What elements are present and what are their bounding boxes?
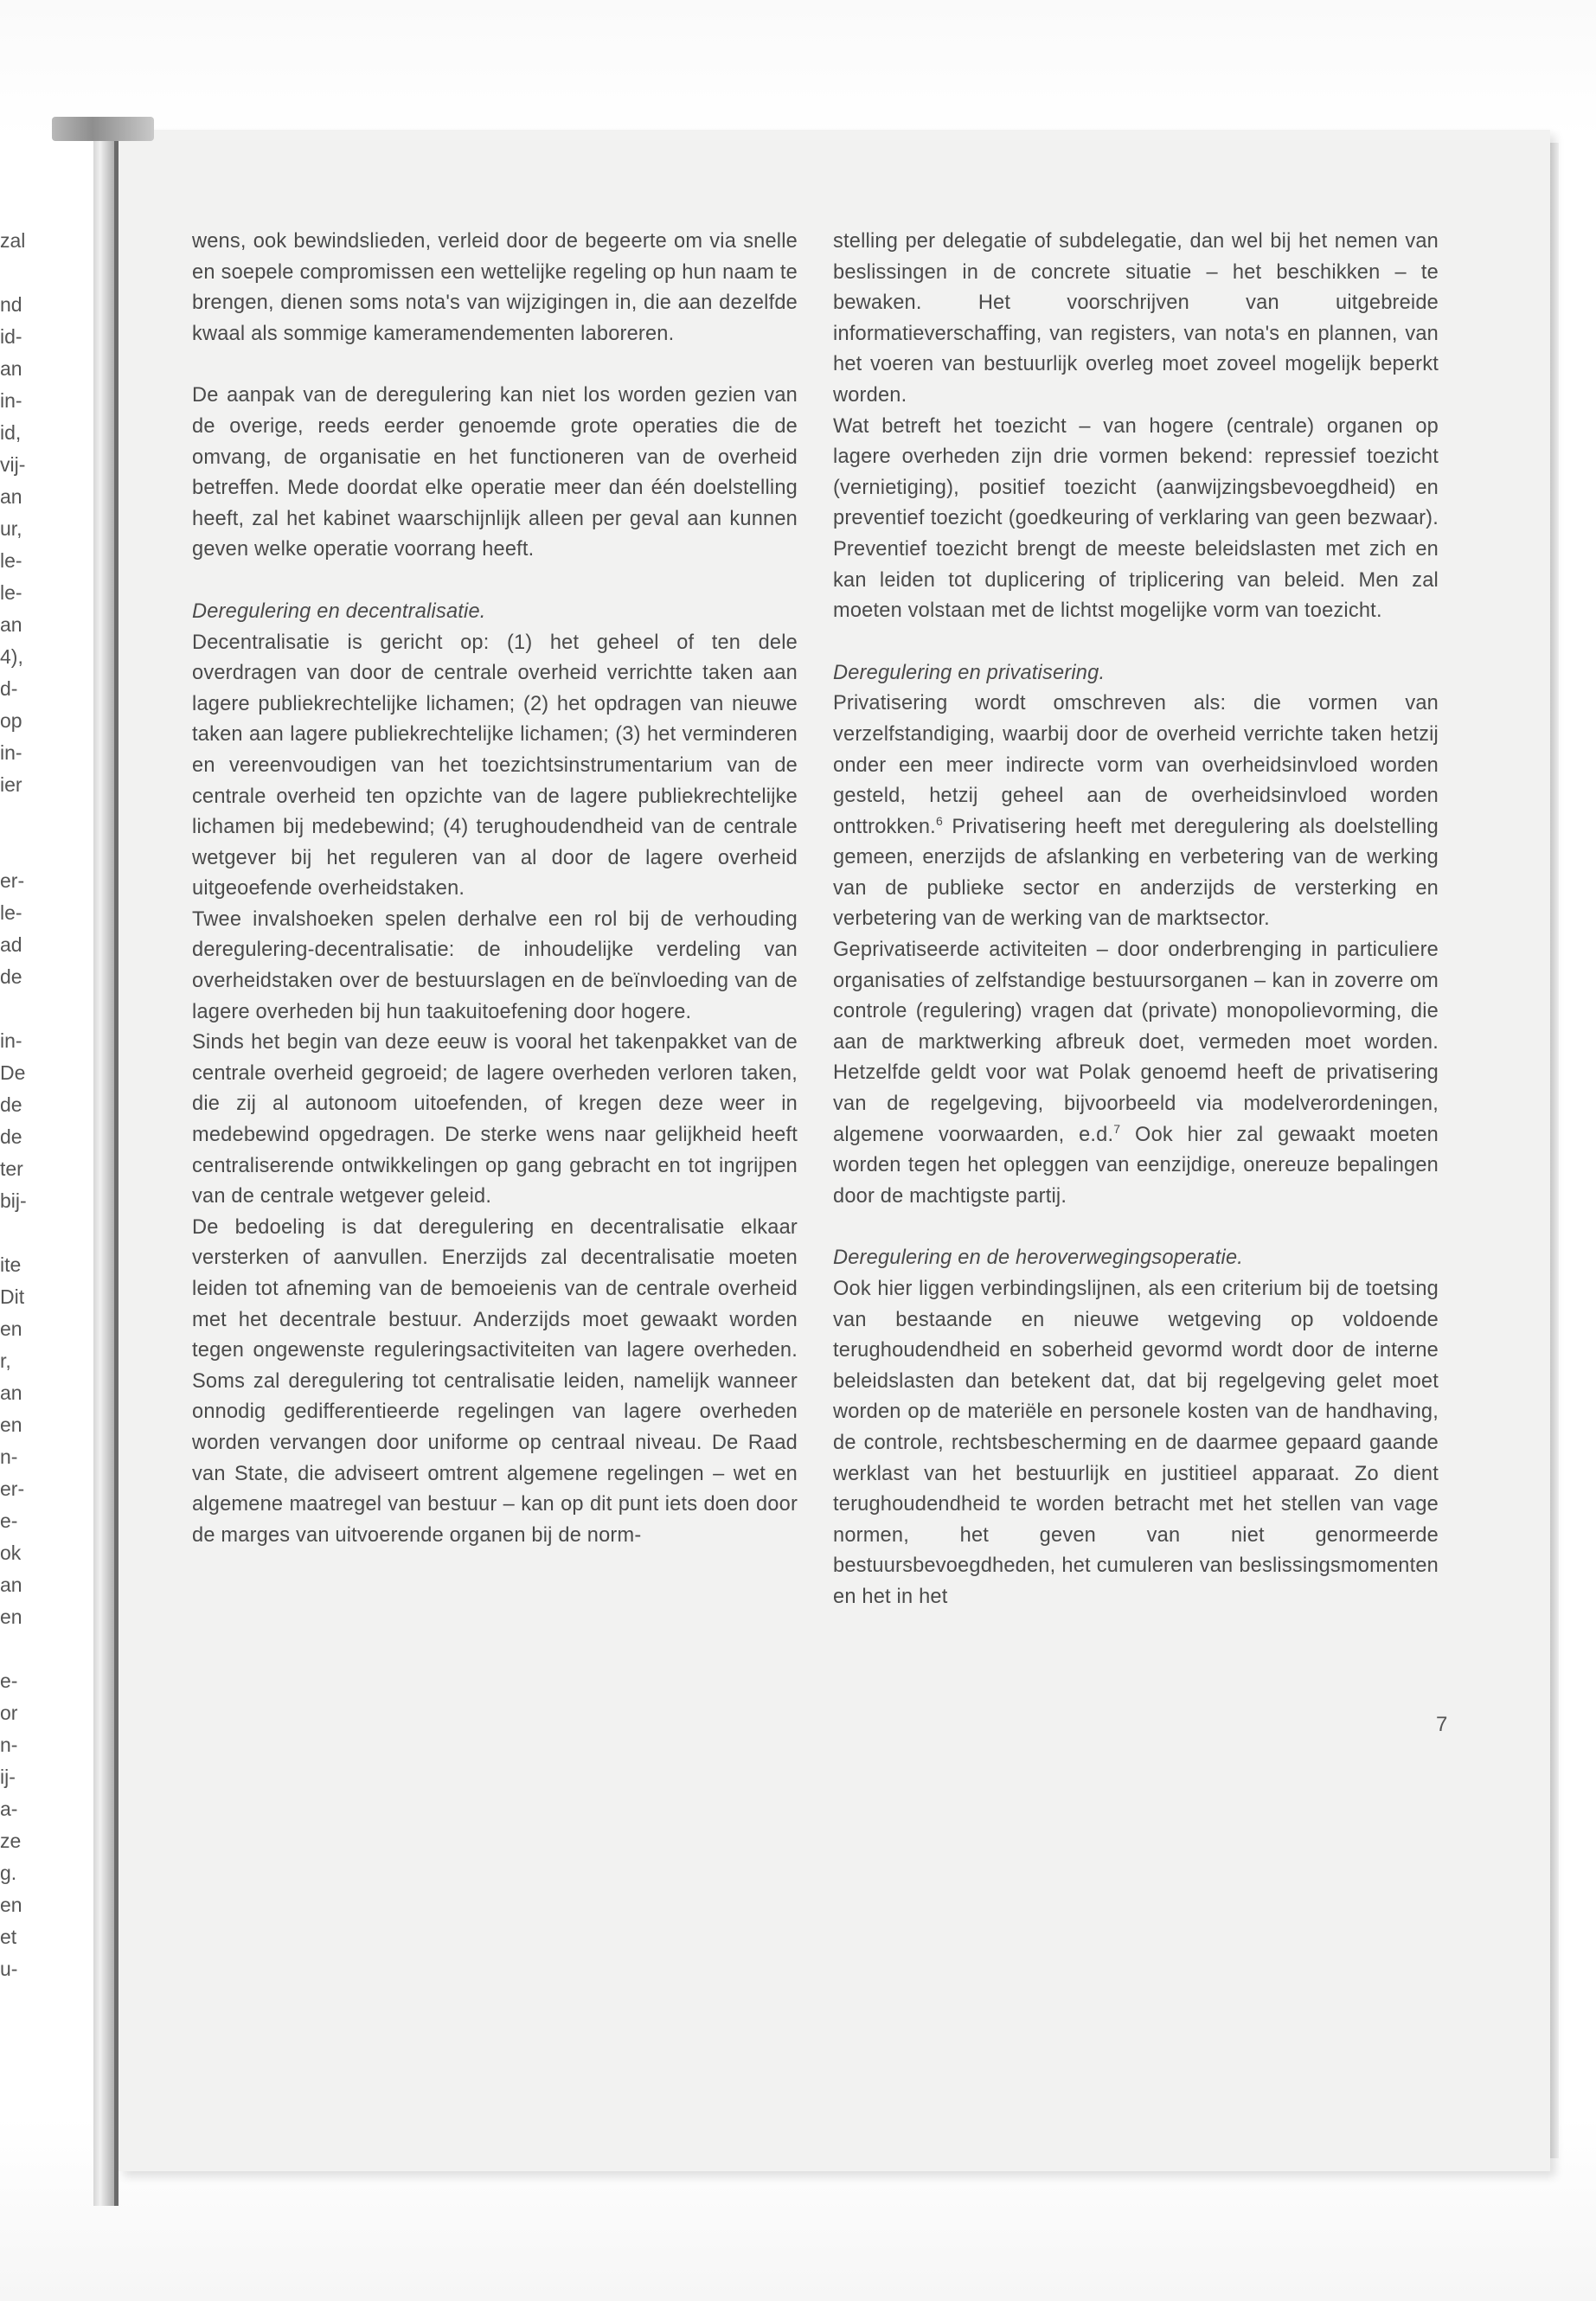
page-number: 7	[1436, 1713, 1448, 1736]
previous-page-fragment: in-	[0, 389, 22, 412]
spine-band	[52, 117, 154, 141]
previous-page-fragment: ite	[0, 1253, 22, 1276]
previous-page-fragment: en	[0, 1894, 22, 1916]
paragraph: De aanpak van de deregulering kan niet los worden gezien van de overige, reeds eerder genoemde grote operaties die de omvang, de organisatie en het functioneren van de overheid betreffen. Mede doordat elke operatie meer dan één doelstelling heeft, zal het kabinet waarschijnlijk alleen per geval aan kunnen geven welke operatie voorrang heeft.	[192, 384, 798, 561]
previous-page-fragment: n-	[0, 1445, 18, 1468]
text-run: Ook hier zal gewaakt moeten worden tegen het opleggen van eenzijdige, onereuze bepalingen door de machtigste partij.	[833, 1123, 1439, 1208]
previous-page-fragment: ad	[0, 933, 22, 956]
previous-page-fragment: r,	[0, 1349, 11, 1372]
previous-page-fragment: an	[0, 1381, 22, 1404]
previous-page-fragment: d-	[0, 677, 18, 700]
previous-page-fragment: g.	[0, 1862, 17, 1884]
spine-line	[114, 130, 119, 2206]
previous-page-fragment: bij-	[0, 1189, 27, 1212]
previous-page-fragment: le-	[0, 549, 22, 572]
previous-page-fragment: in-	[0, 741, 22, 764]
previous-page-fragment	[0, 801, 87, 833]
previous-page-fragment: ter	[0, 1157, 23, 1180]
previous-page-fragment: et	[0, 1926, 17, 1948]
previous-page-fragment	[0, 1217, 87, 1249]
section-heading: Deregulering en decentralisatie.	[192, 599, 486, 623]
previous-page-fragment: le-	[0, 581, 22, 604]
previous-page-fragment: de	[0, 1125, 22, 1148]
previous-page-fragment: ok	[0, 1541, 22, 1564]
paragraph: wens, ook bewindslieden, verleid door de begeerte om via snelle en soepele compromissen een wettelijke regeling op hun naam te brengen, dienen soms nota's van wijzigingen in, die aan dezelfde kwaal als sommige kameramendementen laboreren.	[192, 230, 798, 345]
previous-page-fragment: ier	[0, 773, 22, 796]
paragraph: Sinds het begin van deze eeuw is vooral het takenpakket van de centrale overheid gegroeid; de lagere overheden verloren taken, die zij al autonoom uitoefenden, of kregen deze weer in medebewind opgedragen. De sterke wens naar gelijkheid heeft centraliserende ontwikkelingen op gang gebracht en tot ingrijpen van de centrale wetgever geleid.	[192, 1031, 798, 1208]
previous-page-fragment: ur,	[0, 517, 22, 540]
previous-page-fragment	[0, 1633, 87, 1665]
previous-page-fragment: nd	[0, 293, 22, 316]
paragraph: Ook hier liggen verbindingslijnen, als een criterium bij de toetsing van bestaande en nieuwe wetgeving op voldoende terughoudendheid en soberheid gevormd wordt door de interne beleidslasten dan betekent dat, dat bij regelgeving gelet moet worden op de materiële en personele kosten van de handhaving, de controle, rechtsbescherming en de daarmee gepaard gaande werklast van het bestuurlijk en justitieel apparaat. Zo dient terughoudendheid te worden betracht met het stellen van vage normen, het geven van niet genormeerde bestuursbevoegdheden, het cumuleren van beslissingsmomenten en het in het	[833, 1278, 1439, 1608]
section-heading: Deregulering en de heroverwegingsoperatie.	[833, 1247, 1244, 1270]
previous-page-fragment: u-	[0, 1958, 18, 1980]
footnote-marker: 7	[1113, 1121, 1121, 1136]
left-column	[192, 227, 798, 1551]
previous-page-fragment: en	[0, 1413, 22, 1436]
paragraph: Wat betreft het toezicht – van hogere (centrale) organen op lagere overheden zijn drie vormen bekend: repressief toezicht (vernietiging), positief toezicht (aanwijzingsbevoegdheid) en preventief toezicht (goedkeuring of verklaring van geen bezwaar). Preventief toezicht brengt de meeste beleidslasten met zich en kan leiden tot duplicering of triplicering van beleid. Men zal moeten volstaan met de lichtst mogelijke vorm van toezicht.	[833, 414, 1439, 623]
paragraph: Decentralisatie is gericht op: (1) het geheel of ten dele overdragen van door de centrale overheid verrichtte taken aan lagere publiekrechtelijke lichamen; (2) het opdragen van nieuwe taken aan lagere publiekrechtelijke lichamen; (3) het verminderen en vereenvoudigen van het toezichtsinstrumentarium van de centrale overheid ten opzichte van de lagere publiekrechtelijke lichamen bij medebewind; (4) terughoudendheid van de centrale wetgever bij het reguleren van al door de lagere overheid uitgeoefende overheidstaken.	[192, 631, 798, 901]
previous-page-fragment: an	[0, 1574, 22, 1596]
previous-page-fragment: ze	[0, 1830, 22, 1852]
previous-page-fragment: De	[0, 1061, 26, 1084]
previous-page-fragment: er-	[0, 869, 25, 892]
text-run: Privatisering wordt omschreven als: die vormen van verzelfstandiging, waarbij door de overheid verrichte taken hetzij onder een meer indirecte vorm van overheidsinvloed worden gesteld, hetzij geheel aan de overheidsinvloed worden onttrokken.	[833, 692, 1439, 838]
previous-page-fragment: id,	[0, 421, 22, 444]
previous-page-fragment: en	[0, 1606, 22, 1628]
previous-page-fragment: id-	[0, 325, 22, 348]
previous-page-fragment: an	[0, 485, 22, 508]
previous-page-fragment: de	[0, 1093, 22, 1116]
paragraph	[833, 689, 1439, 935]
text-run: Privatisering heeft met deregulering als doelstelling gemeen, enerzijds de afslanking en verbetering van de werking van de publieke sector en anderzijds de versterking en verbetering van de werking van de marktsector.	[833, 815, 1439, 931]
previous-page-fragment: vij-	[0, 453, 26, 476]
previous-page-fragment	[0, 993, 87, 1025]
section-heading: Deregulering en privatisering.	[833, 661, 1106, 684]
previous-page-fragment: a-	[0, 1798, 18, 1820]
previous-page-fragment: ij-	[0, 1766, 16, 1788]
right-column	[833, 227, 1439, 1613]
book-spine	[93, 130, 116, 2206]
previous-page-fragment: e-	[0, 1670, 18, 1692]
previous-page-fragments	[0, 225, 87, 1985]
previous-page-fragment: le-	[0, 901, 22, 924]
previous-page-fragment: en	[0, 1317, 22, 1340]
previous-page-fragment: 4),	[0, 645, 23, 668]
paragraph: stelling per delegatie of subdelegatie, dan wel bij het nemen van beslissingen in de concrete situatie – het beschikken – te bewaken. Het voorschrijven van uitgebreide informatieverschaffing, van registers, van nota's en plannen, van het voeren van bestuurlijk overleg moet zoveel mogelijk beperkt worden.	[833, 230, 1439, 407]
paragraph	[833, 935, 1439, 1212]
previous-page-fragment: op	[0, 709, 22, 732]
footnote-marker: 6	[935, 813, 943, 828]
previous-page-fragment: an	[0, 357, 22, 380]
previous-page-fragment: or	[0, 1702, 18, 1724]
paragraph: Twee invalshoeken spelen derhalve een rol bij de verhouding deregulering-decentralisatie: de inhoudelijke verdeling van overheidstaken over de bestuurslagen en de beïnvloeding van de lagere overheden bij hun taakuitoefening door hogere.	[192, 907, 798, 1023]
previous-page-fragment: er-	[0, 1477, 25, 1500]
previous-page-fragment	[0, 257, 87, 289]
previous-page-fragment: zal	[0, 229, 26, 252]
previous-page-fragment: an	[0, 613, 22, 636]
previous-page-fragment: Dit	[0, 1285, 25, 1308]
previous-page-fragment: e-	[0, 1509, 18, 1532]
text-run: Geprivatiseerde activiteiten – door onderbrenging in particuliere organisaties of zelfstandige bestuursorganen – kan in zoverre om controle (regulering) vragen dat (private) monopolievorming, die aan de marktwerking afbreuk doet, vermeden moet worden. Hetzelfde geldt voor wat Polak genoemd heeft de privatisering van de regelgeving, bijvoorbeeld via modelverordeningen, algemene voorwaarden, e.d.	[833, 939, 1439, 1146]
previous-page-fragment	[0, 833, 87, 865]
previous-page-fragment: de	[0, 965, 22, 988]
paragraph: De bedoeling is dat deregulering en decentralisatie elkaar versterken of aanvullen. Enerzijds zal decentralisatie moeten leiden tot afneming van de bemoeienis van de centrale overheid met het decentrale bestuur. Anderzijds moet gewaakt worden tegen ongewenste reguleringsactiviteiten van lagere overheden. Soms zal deregulering tot centralisatie leiden, namelijk wanneer onnodig gedifferentieerde regelingen van lagere overheden worden vervangen door uniforme op centraal niveau. De Raad van State, die adviseert omtrent algemene regelingen – wet en algemene maatregel van bestuur – kan op dit punt iets doen door de marges van uitvoerende organen bij de norm-	[192, 1215, 798, 1547]
previous-page-fragment: n-	[0, 1734, 18, 1756]
previous-page-fragment: in-	[0, 1029, 22, 1052]
